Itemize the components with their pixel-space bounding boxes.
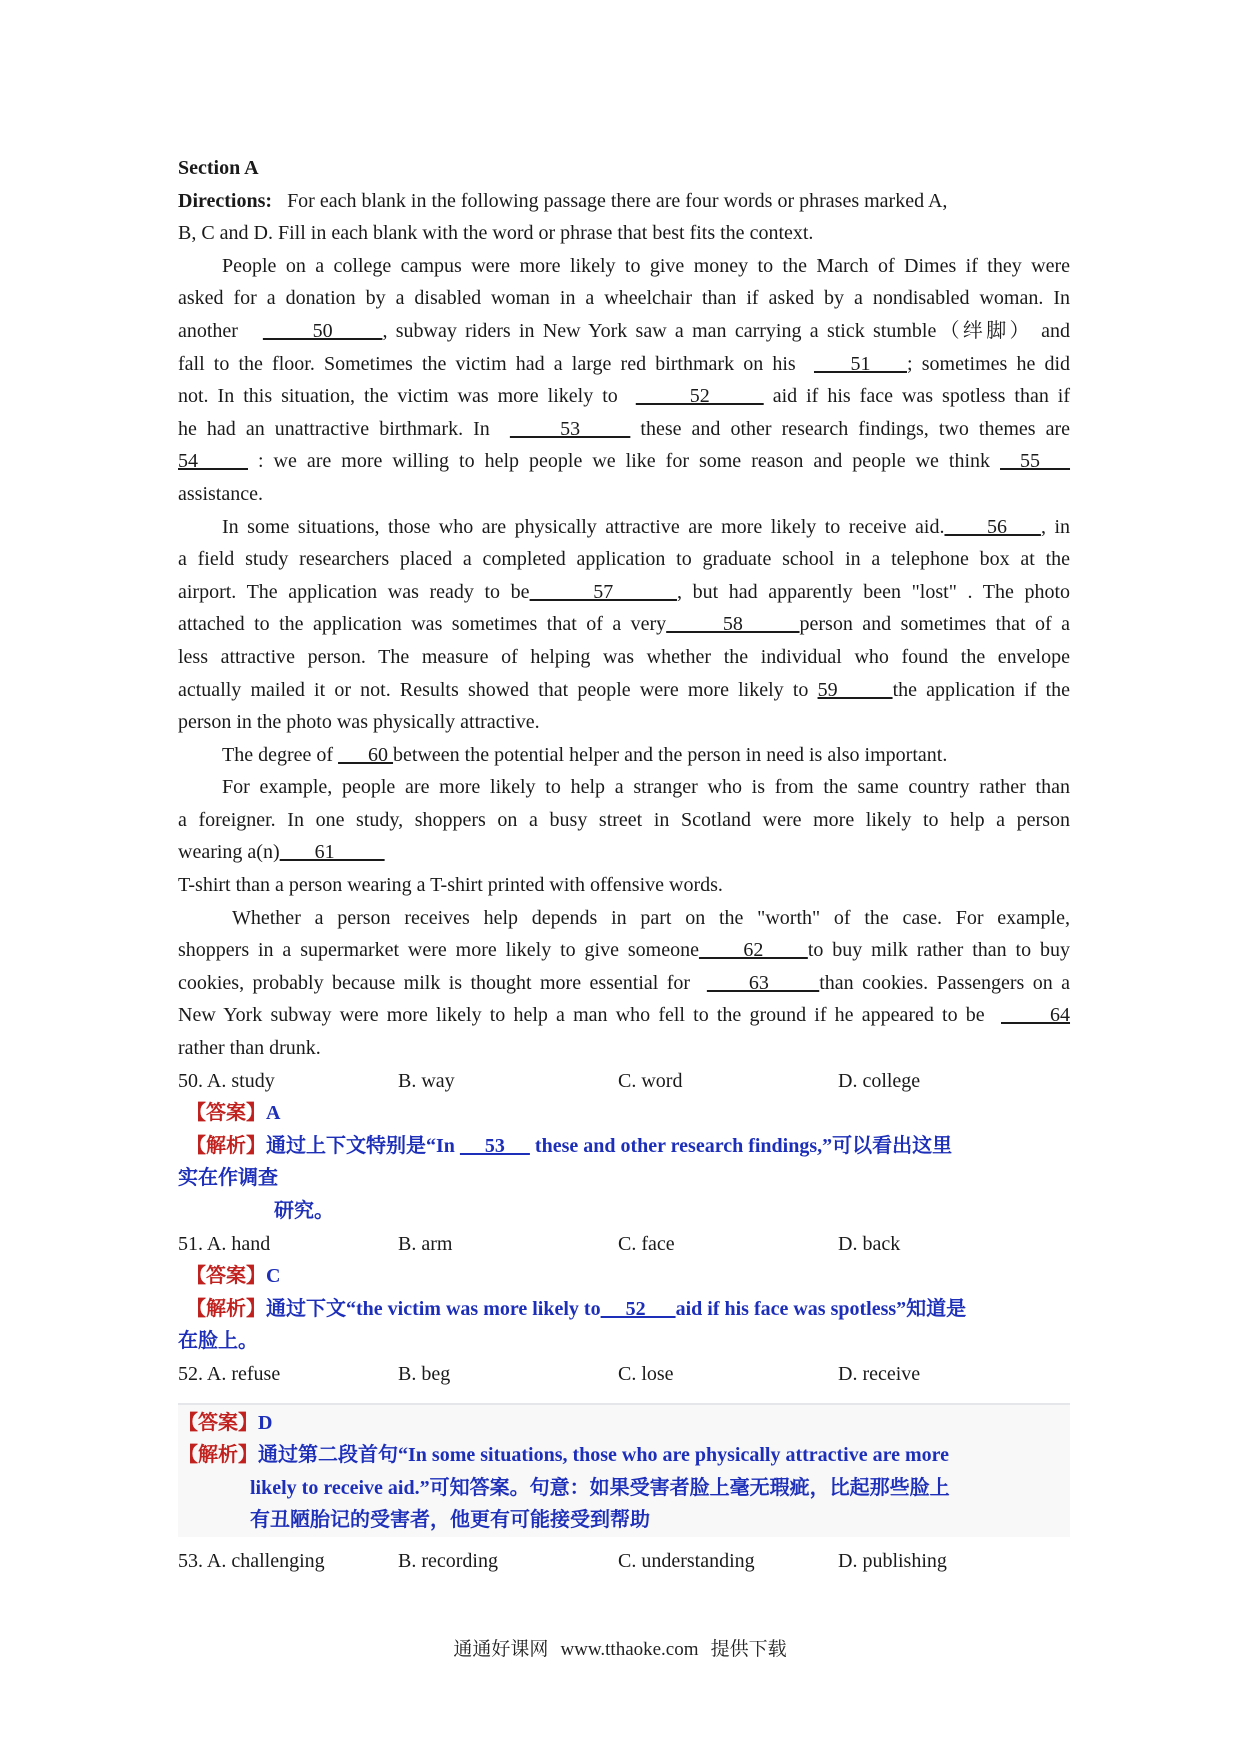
p2-line-1	[178, 511, 1070, 544]
q52-explanation-block	[178, 1403, 1070, 1537]
blank-53: 53	[509, 417, 631, 440]
text: than cookies. Passengers on a	[819, 971, 1071, 994]
text: , in	[1040, 515, 1071, 538]
text: 通过上下文特别是“In	[266, 1134, 455, 1157]
q52-explanation-line-3: 有丑陋胎记的受害者，他更有可能接受到帮助	[250, 1509, 650, 1532]
blank-63: 63	[706, 971, 820, 994]
p1-line-5	[178, 380, 1070, 413]
p1-line-6	[178, 413, 1070, 446]
footer-site-name: 通通好课网	[453, 1638, 549, 1660]
option-text: A. challenging	[206, 1549, 325, 1572]
text: , subway riders in New York saw a man carrying a stick stumble（绊脚） and	[382, 319, 1070, 342]
blank-59: 59	[817, 678, 893, 701]
explanation-label: 【解析】	[186, 1134, 266, 1157]
footer-suffix: 提供下载	[710, 1638, 787, 1660]
p4-line-1: For example, people are more likely to help a stranger who is from the same country rather than	[222, 776, 1070, 799]
q53-option-d: D. publishing	[838, 1549, 947, 1572]
explanation-label: 【解析】	[186, 1297, 266, 1320]
text: not. In this situation, the victim was more likely to	[178, 385, 618, 408]
p2-line-2: a field study researchers placed a completed application to graduate school in a telephone box at the	[178, 548, 1070, 571]
q51-option-c: C. face	[618, 1232, 675, 1255]
q51-explanation-line-2: 在脸上。	[178, 1330, 258, 1353]
q52-option-d: D. receive	[838, 1362, 921, 1385]
text: cookies, probably because milk is thought more essential for	[178, 971, 691, 994]
text: shoppers in a supermarket were more likely to give someone	[178, 939, 699, 962]
explanation-label: 【解析】	[178, 1444, 258, 1467]
p1-line-7	[178, 445, 1070, 478]
text: these and other research findings,”可以看出这里	[534, 1134, 953, 1157]
text: aid if his face was spotless”知道是	[675, 1297, 967, 1320]
q50-explanation-line-2: 实在作调查	[178, 1167, 278, 1190]
option-text: A. refuse	[206, 1362, 281, 1385]
option-text: A. study	[206, 1069, 275, 1092]
section-title: Section A	[178, 157, 259, 179]
p2-line-7: person in the photo was physically attractive.	[178, 711, 540, 734]
text: In some situations, those who are physically attractive are more likely to receive aid.	[222, 515, 945, 538]
q53-option-a	[178, 1545, 398, 1578]
blank-62: 62	[698, 939, 808, 962]
p1-line-2: asked for a donation by a disabled woman in a wheelchair than if asked by a nondisabled woman. In	[178, 287, 1070, 310]
blank-61: 61	[279, 841, 385, 864]
question-number: 50.	[178, 1069, 203, 1092]
q50-option-a	[178, 1065, 398, 1098]
directions-line-2: B, C and D. Fill in each blank with the word or phrase that best fits the context.	[178, 222, 814, 245]
document-content	[178, 152, 1070, 1578]
q50-explanation-line-1	[178, 1130, 1070, 1163]
p1-line-3	[178, 315, 1070, 348]
text: aid if his face was spotless than if	[772, 385, 1071, 408]
q52-option-c: C. lose	[618, 1362, 674, 1385]
text: , but had apparently been "lost" . The photo	[676, 580, 1071, 603]
q51-option-d: D. back	[838, 1232, 901, 1255]
q53-option-b: B. recording	[398, 1549, 498, 1572]
q50-option-d: D. college	[838, 1069, 921, 1092]
text: sometimes he did	[921, 352, 1071, 375]
text: fall to the floor. Sometimes the victim had a large red birthmark on his	[178, 352, 796, 375]
blank-55: 55	[1000, 450, 1071, 473]
blank-64: 64	[1001, 1004, 1071, 1027]
blank-60: 60	[338, 743, 394, 766]
q51-explanation-line-1	[178, 1293, 1070, 1326]
blank-51: 51 ;	[813, 352, 913, 375]
blank-53: 53	[459, 1134, 530, 1157]
text: the application if the	[892, 678, 1070, 701]
text: wearing a(n)	[178, 841, 280, 864]
p2-line-3	[178, 576, 1070, 609]
blank-50: 50	[262, 319, 383, 342]
p5-line-4	[178, 999, 1070, 1032]
text: to buy milk rather than to buy	[807, 939, 1070, 962]
blank-56: 56	[944, 515, 1041, 538]
p2-line-5: less attractive person. The measure of helping was whether the individual who found the envelope	[178, 645, 1070, 668]
answer-label: 【答案】	[186, 1265, 266, 1288]
text: airport. The application was ready to be	[178, 580, 530, 603]
p2-line-4	[178, 608, 1070, 641]
question-50-options	[178, 1065, 1070, 1098]
q51-option-b: B. arm	[398, 1232, 453, 1255]
q52-explanation-line-1	[178, 1439, 1070, 1472]
text: he had an unattractive birthmark. In	[178, 417, 490, 440]
answer-value: D	[258, 1411, 273, 1434]
q50-option-b: B. way	[398, 1069, 455, 1092]
p1-line-4	[178, 348, 1070, 381]
q51-option-a	[178, 1228, 398, 1261]
p4-line-4: T-shirt than a person wearing a T-shirt printed with offensive words.	[178, 874, 723, 897]
answer-label: 【答案】	[186, 1102, 266, 1125]
blank-54: 54	[178, 450, 248, 473]
q53-option-c: C. understanding	[618, 1549, 755, 1572]
p3-line-1	[178, 739, 1070, 772]
text: : we are more willing to help people we like for some reason and people we think	[258, 450, 991, 473]
p4-line-3	[178, 836, 1070, 869]
p2-line-6	[178, 674, 1070, 707]
text: 通过第二段首句“In some situations, those who are physically attractive are more	[258, 1444, 950, 1467]
page-footer	[0, 1634, 1240, 1661]
question-52-options	[178, 1358, 1070, 1391]
text: another	[178, 319, 238, 342]
p1-line-8: assistance.	[178, 482, 263, 505]
q52-explanation-line-2: likely to receive aid.”可知答案。句意：如果受害者脸上毫无瑕疵，比起那些脸上	[250, 1476, 950, 1499]
answer-value: A	[266, 1102, 281, 1125]
option-text: A. hand	[206, 1232, 271, 1255]
p1-line-1: People on a college campus were more likely to give money to the March of Dimes if they were	[222, 254, 1070, 277]
question-number: 53.	[178, 1549, 203, 1572]
q50-option-c: C. word	[618, 1069, 683, 1092]
q52-option-b: B. beg	[398, 1362, 451, 1385]
q50-explanation-line-3: 研究。	[274, 1200, 334, 1222]
footer-url: www.tthaoke.com	[560, 1639, 699, 1660]
q50-answer	[178, 1097, 1070, 1130]
answer-label: 【答案】	[178, 1411, 258, 1434]
p5-line-3	[178, 967, 1070, 1000]
directions-label: Directions:	[178, 189, 273, 212]
directions-text-1: For each blank in the following passage there are four words or phrases marked A,	[287, 189, 948, 212]
q52-answer	[178, 1407, 1070, 1440]
text: these and other research findings, two themes are	[640, 417, 1071, 440]
q51-answer	[178, 1260, 1070, 1293]
text: 通过下文“the victim was more likely to	[266, 1297, 601, 1320]
blank-52: 52	[600, 1297, 676, 1320]
directions-line-1	[178, 185, 1070, 218]
question-number: 52.	[178, 1362, 203, 1385]
p5-line-5: rather than drunk.	[178, 1037, 321, 1060]
blank-58: 58	[666, 613, 800, 636]
question-53-options	[178, 1545, 1070, 1578]
blank-57: 57	[529, 580, 677, 603]
text: person and sometimes that of a	[799, 613, 1071, 636]
answer-value: C	[266, 1265, 281, 1288]
p4-line-2: a foreigner. In one study, shoppers on a busy street in Scotland were more likely to help a person	[178, 808, 1070, 831]
p5-line-1: Whether a person receives help depends in part on the "worth" of the case. For example,	[232, 906, 1070, 929]
q52-option-a	[178, 1358, 398, 1391]
blank-52: 52	[635, 385, 764, 408]
text: The degree of	[222, 743, 334, 766]
text: New York subway were more likely to help a man who fell to the ground if he appeared to be	[178, 1004, 985, 1027]
p5-line-2	[178, 934, 1070, 967]
text: between the potential helper and the person in need is also important.	[393, 743, 948, 766]
question-51-options	[178, 1228, 1070, 1261]
question-number: 51.	[178, 1232, 203, 1255]
text: attached to the application was sometimes that of a very	[178, 613, 667, 636]
text: actually mailed it or not. Results showed that people were more likely to	[178, 678, 809, 701]
